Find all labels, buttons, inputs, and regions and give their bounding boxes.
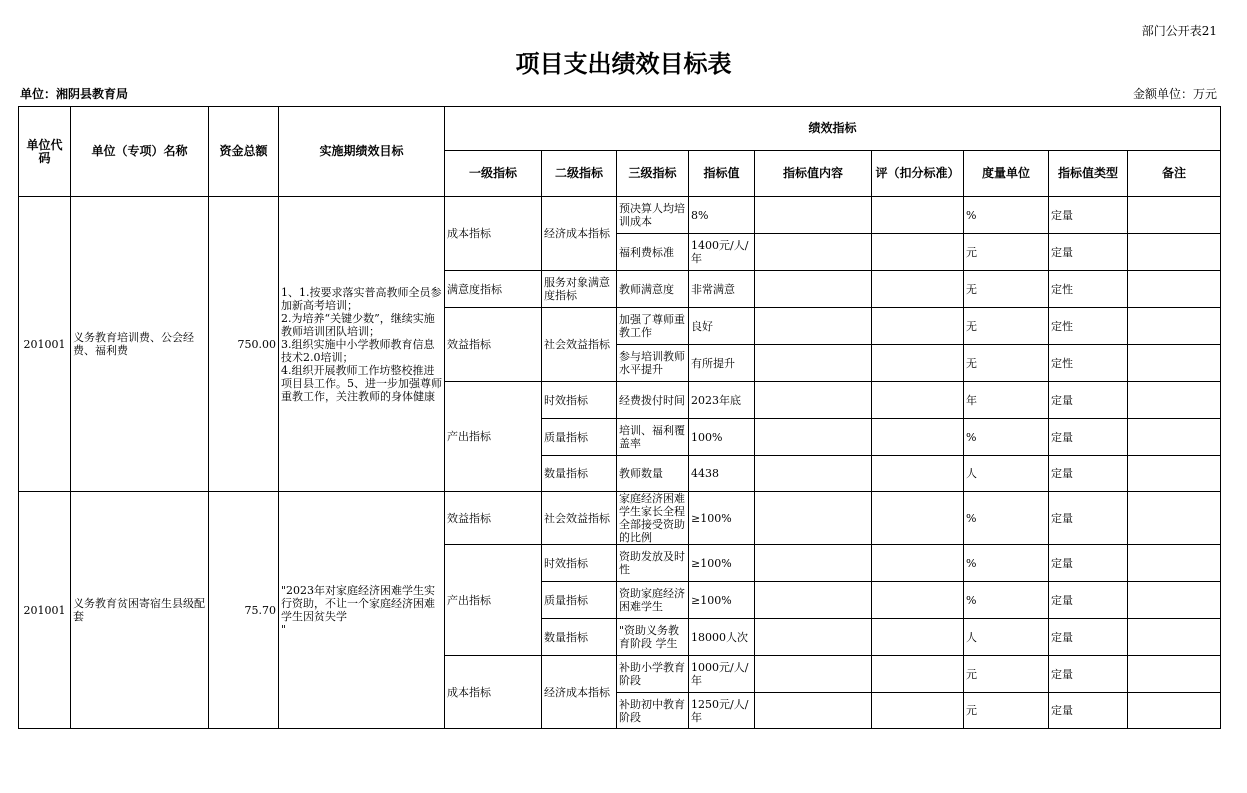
score-cell <box>872 308 964 345</box>
level2-cell: 服务对象满意度指标 <box>542 271 617 308</box>
value-cell: 4438 <box>689 456 755 492</box>
project-code: 201001 <box>19 197 71 492</box>
remark-cell <box>1128 619 1221 656</box>
measure-cell: 元 <box>964 693 1049 729</box>
remark-cell <box>1128 197 1221 234</box>
level3-cell: 教师数量 <box>617 456 689 492</box>
value-cell: ≥100% <box>689 582 755 619</box>
value-cell: ≥100% <box>689 545 755 582</box>
score-cell <box>872 419 964 456</box>
project-code: 201001 <box>19 492 71 729</box>
score-cell <box>872 456 964 492</box>
type-cell: 定量 <box>1049 693 1128 729</box>
value-cell: 1250元/人/年 <box>689 693 755 729</box>
header-level2: 二级指标 <box>542 151 617 197</box>
content-cell <box>755 271 872 308</box>
level1-cell: 效益指标 <box>445 492 542 545</box>
level2-cell: 经济成本指标 <box>542 656 617 729</box>
page-title: 项目支出绩效目标表 <box>515 50 732 78</box>
score-cell <box>872 197 964 234</box>
project-goal: "2023年对家庭经济困难学生实行资助，不让一个家庭经济困难学生因贫失学 " <box>279 492 445 729</box>
level3-cell: 加强了尊师重教工作 <box>617 308 689 345</box>
measure-cell: % <box>964 197 1049 234</box>
score-cell <box>872 271 964 308</box>
table-row <box>19 492 1221 545</box>
level2-cell: 数量指标 <box>542 619 617 656</box>
level1-cell: 产出指标 <box>445 545 542 656</box>
score-cell <box>872 492 964 545</box>
level3-cell: 教师满意度 <box>617 271 689 308</box>
project-total: 75.70 <box>209 492 279 729</box>
content-cell <box>755 582 872 619</box>
type-cell: 定性 <box>1049 345 1128 382</box>
measure-cell: 人 <box>964 619 1049 656</box>
content-cell <box>755 345 872 382</box>
type-cell: 定性 <box>1049 271 1128 308</box>
project-goal: 1、1.按要求落实普高教师全员参加新高考培训； 2.为培养“关键少数”，继续实施教师培训团队培训； 3.组织实施中小学教师教育信息技术2.0培训； 4.组织开展教师工作坊整校推进项目县工作。5、进一步加强尊师重教工作，关注教师的身体健康 <box>279 197 445 492</box>
remark-cell <box>1128 656 1221 693</box>
level1-cell: 效益指标 <box>445 308 542 382</box>
level2-cell: 数量指标 <box>542 456 617 492</box>
level2-cell: 经济成本指标 <box>542 197 617 271</box>
content-cell <box>755 693 872 729</box>
type-cell: 定量 <box>1049 197 1128 234</box>
header-performance: 绩效指标 <box>445 107 1221 151</box>
value-cell: ≥100% <box>689 492 755 545</box>
header-level1: 一级指标 <box>445 151 542 197</box>
score-cell <box>872 693 964 729</box>
header-score: 评（扣分标准） <box>872 151 964 197</box>
score-cell <box>872 382 964 419</box>
content-cell <box>755 197 872 234</box>
type-cell: 定量 <box>1049 234 1128 271</box>
header-measure: 度量单位 <box>964 151 1049 197</box>
header-code: 单位代码 <box>19 107 71 197</box>
level2-cell: 质量指标 <box>542 419 617 456</box>
type-cell: 定量 <box>1049 545 1128 582</box>
type-cell: 定量 <box>1049 582 1128 619</box>
remark-cell <box>1128 419 1221 456</box>
remark-cell <box>1128 271 1221 308</box>
remark-cell <box>1128 234 1221 271</box>
measure-cell: 元 <box>964 234 1049 271</box>
score-cell <box>872 656 964 693</box>
type-cell: 定量 <box>1049 656 1128 693</box>
level2-cell: 质量指标 <box>542 582 617 619</box>
header-value-type: 指标值类型 <box>1049 151 1128 197</box>
measure-cell: 无 <box>964 345 1049 382</box>
measure-cell: 元 <box>964 656 1049 693</box>
type-cell: 定量 <box>1049 382 1128 419</box>
value-cell: 2023年底 <box>689 382 755 419</box>
level3-cell: 资助家庭经济困难学生 <box>617 582 689 619</box>
level3-cell: 预决算人均培训成本 <box>617 197 689 234</box>
measure-cell: 无 <box>964 308 1049 345</box>
level3-cell: 福利费标准 <box>617 234 689 271</box>
value-cell: 1400元/人/年 <box>689 234 755 271</box>
level3-cell: 资助发放及时性 <box>617 545 689 582</box>
level3-cell: 补助小学教育阶段 <box>617 656 689 693</box>
level1-cell: 成本指标 <box>445 197 542 271</box>
unit-label: 单位：湘阴县教育局 <box>20 87 129 101</box>
level3-cell: 家庭经济困难学生家长全程全部接受资助的比例 <box>617 492 689 545</box>
measure-cell: 无 <box>964 271 1049 308</box>
header-content: 指标值内容 <box>755 151 872 197</box>
level3-cell: 经费拨付时间 <box>617 382 689 419</box>
measure-cell: % <box>964 582 1049 619</box>
measure-cell: % <box>964 492 1049 545</box>
project-name: 义务教育贫困寄宿生县级配套 <box>71 492 209 729</box>
type-cell: 定量 <box>1049 492 1128 545</box>
value-cell: 100% <box>689 419 755 456</box>
type-cell: 定量 <box>1049 619 1128 656</box>
level2-cell: 社会效益指标 <box>542 492 617 545</box>
value-cell: 有所提升 <box>689 345 755 382</box>
value-cell: 8% <box>689 197 755 234</box>
header-name: 单位（专项）名称 <box>71 107 209 197</box>
content-cell <box>755 656 872 693</box>
score-cell <box>872 545 964 582</box>
header-remark: 备注 <box>1128 151 1221 197</box>
score-cell <box>872 619 964 656</box>
type-cell: 定量 <box>1049 419 1128 456</box>
level1-cell: 满意度指标 <box>445 271 542 308</box>
performance-table <box>18 106 1221 729</box>
level2-cell: 时效指标 <box>542 545 617 582</box>
measure-cell: % <box>964 545 1049 582</box>
content-cell <box>755 308 872 345</box>
content-cell <box>755 545 872 582</box>
header-level3: 三级指标 <box>617 151 689 197</box>
project-total: 750.00 <box>209 197 279 492</box>
level3-cell: 补助初中教育阶段 <box>617 693 689 729</box>
level3-cell: 参与培训教师水平提升 <box>617 345 689 382</box>
content-cell <box>755 619 872 656</box>
level3-cell: "资助义务教育阶段 学生 <box>617 619 689 656</box>
header-value: 指标值 <box>689 151 755 197</box>
project-name: 义务教育培训费、公会经费、福利费 <box>71 197 209 492</box>
level3-cell: 培训、福利覆盖率 <box>617 419 689 456</box>
remark-cell <box>1128 582 1221 619</box>
score-cell <box>872 345 964 382</box>
remark-cell <box>1128 382 1221 419</box>
header-total: 资金总额 <box>209 107 279 197</box>
level1-cell: 成本指标 <box>445 656 542 729</box>
level1-cell: 产出指标 <box>445 382 542 492</box>
content-cell <box>755 419 872 456</box>
level2-cell: 时效指标 <box>542 382 617 419</box>
content-cell <box>755 234 872 271</box>
type-cell: 定量 <box>1049 456 1128 492</box>
remark-cell <box>1128 456 1221 492</box>
remark-cell <box>1128 492 1221 545</box>
score-cell <box>872 234 964 271</box>
level2-cell: 社会效益指标 <box>542 308 617 382</box>
measure-cell: % <box>964 419 1049 456</box>
form-number: 部门公开表21 <box>1141 24 1217 38</box>
remark-cell <box>1128 693 1221 729</box>
content-cell <box>755 492 872 545</box>
score-cell <box>872 582 964 619</box>
measure-cell: 人 <box>964 456 1049 492</box>
content-cell <box>755 456 872 492</box>
content-cell <box>755 382 872 419</box>
value-cell: 18000人次 <box>689 619 755 656</box>
header-goal: 实施期绩效目标 <box>279 107 445 197</box>
value-cell: 良好 <box>689 308 755 345</box>
value-cell: 非常满意 <box>689 271 755 308</box>
measure-cell: 年 <box>964 382 1049 419</box>
remark-cell <box>1128 345 1221 382</box>
value-cell: 1000元/人/年 <box>689 656 755 693</box>
table-row <box>19 197 1221 234</box>
remark-cell <box>1128 545 1221 582</box>
remark-cell <box>1128 308 1221 345</box>
amount-unit-label: 金额单位：万元 <box>1132 87 1217 101</box>
type-cell: 定性 <box>1049 308 1128 345</box>
